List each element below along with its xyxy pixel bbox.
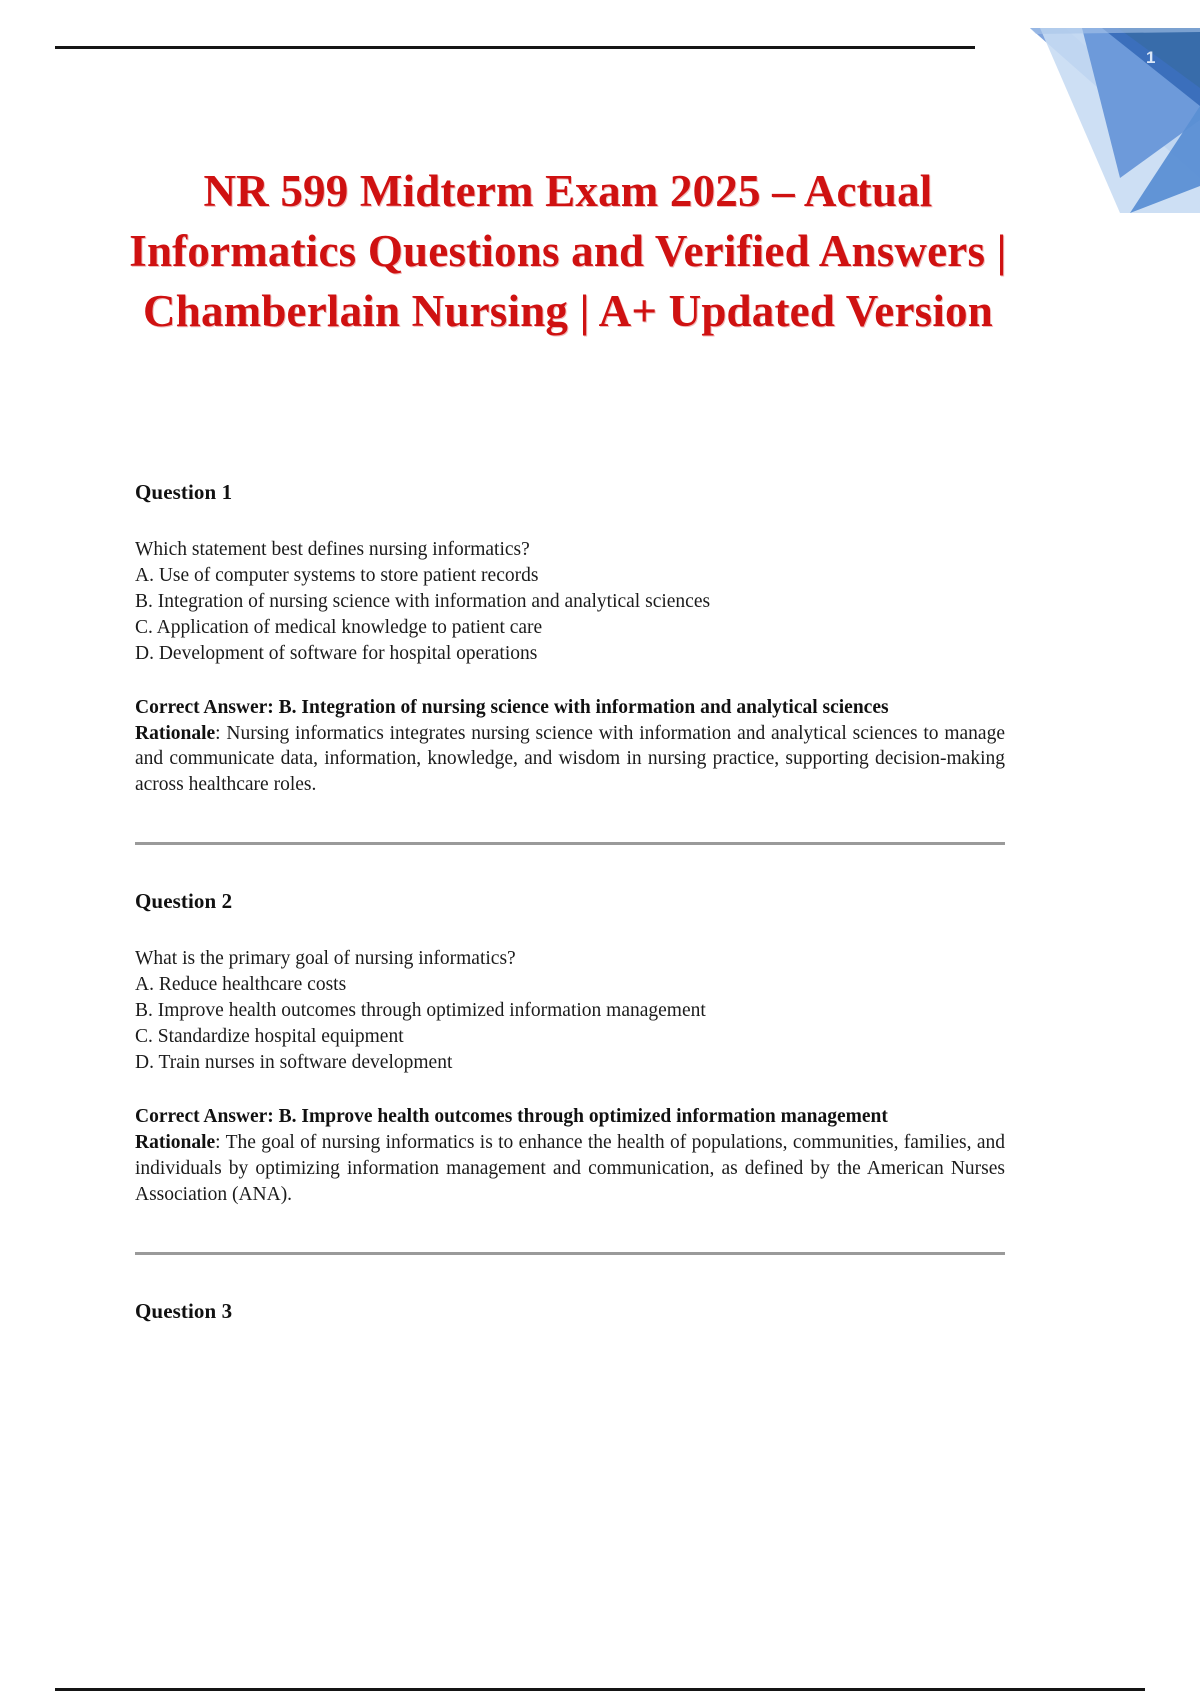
option-b[interactable]: B. Integration of nursing science with information and analytical sciences <box>135 590 711 612</box>
option-list <box>135 972 1005 1076</box>
page-number: 1 <box>1146 48 1156 67</box>
rationale-paragraph <box>135 721 1005 799</box>
option-c[interactable]: C. Standardize hospital equipment <box>135 1026 404 1048</box>
question-heading: Question 3 <box>135 1298 233 1323</box>
rationale-label: Rationale <box>135 1131 216 1153</box>
rationale-paragraph <box>135 1130 1005 1208</box>
page-title: NR 599 Midterm Exam 2025 – Actual Informatics Questions and Verified Answers | Chamberlain Nursing | A+ Updated Version <box>129 166 1007 336</box>
option-d[interactable]: D. Development of software for hospital operations <box>135 642 538 664</box>
question-block-2 <box>135 889 1005 1207</box>
header-rule <box>55 46 975 49</box>
rationale-label: Rationale <box>135 722 216 744</box>
section-divider-2 <box>135 1252 1005 1255</box>
question-stem: What is the primary goal of nursing informatics? <box>135 948 516 970</box>
question-heading: Question 2 <box>135 889 233 914</box>
correct-answer: Correct Answer: B. Improve health outcomes through optimized information management <box>135 1105 888 1127</box>
option-a[interactable]: A. Use of computer systems to store patient records <box>135 564 539 586</box>
question-stem: Which statement best defines nursing informatics? <box>135 539 530 560</box>
rationale-text: : The goal of nursing informatics is to enhance the health of populations, communities, families, and individuals by optimizing information management and communication, as defined by the American Nurses Association (ANA). <box>135 1131 1005 1205</box>
rationale-text: : Nursing informatics integrates nursing science with information and analytical sciences to manage and communicate data, information, knowledge, and wisdom in nursing practice, supporting decision-making across healthcare roles. <box>135 722 1005 796</box>
option-a[interactable]: A. Reduce healthcare costs <box>135 974 347 996</box>
question-block-3 <box>135 1299 1005 1324</box>
option-list <box>135 563 1005 667</box>
footer-rule <box>55 1688 1145 1691</box>
document-body <box>135 480 1005 1356</box>
question-block-1 <box>135 480 1005 798</box>
option-b[interactable]: B. Improve health outcomes through optimized information management <box>135 1000 706 1022</box>
section-divider-1 <box>135 842 1005 845</box>
correct-answer: Correct Answer: B. Integration of nursing science with information and analytical sciences <box>135 696 889 718</box>
option-c[interactable]: C. Application of medical knowledge to patient care <box>135 616 543 638</box>
option-d[interactable]: D. Train nurses in software development <box>135 1051 453 1073</box>
question-heading: Question 1 <box>135 480 233 504</box>
